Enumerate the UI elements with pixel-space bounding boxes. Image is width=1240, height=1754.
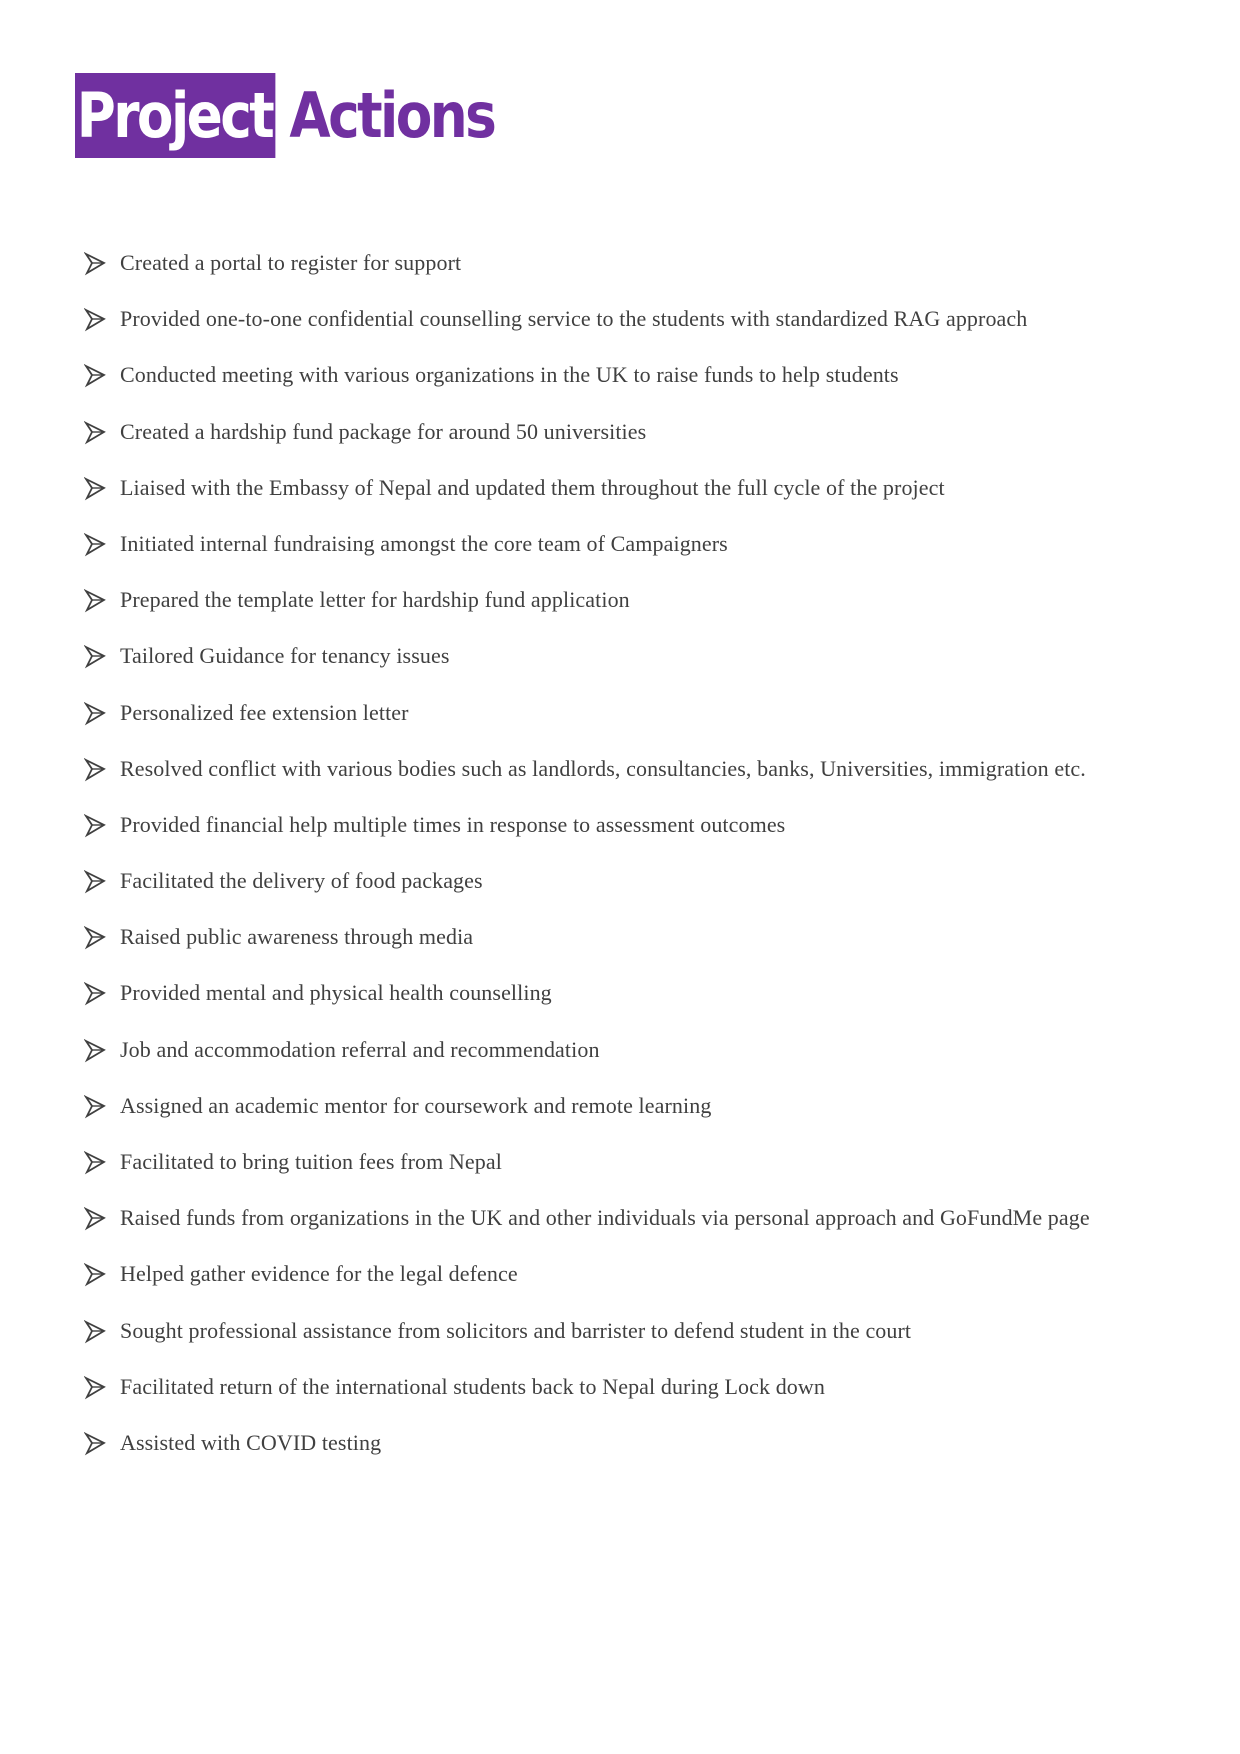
title-highlight: Project [75, 73, 276, 158]
action-text: Facilitated to bring tuition fees from Nepal [120, 1149, 502, 1174]
action-text: Raised public awareness through media [120, 924, 474, 950]
action-text: Provided mental and physical health counselling [120, 980, 552, 1006]
action-text: Sought professional assistance from solicitors and barrister to defend student in the court [120, 1317, 912, 1343]
arrow-bullet-icon [84, 870, 106, 894]
list-item [84, 1037, 1184, 1093]
action-text: Helped gather evidence for the legal defence [120, 1261, 518, 1287]
arrow-bullet-icon [84, 1095, 106, 1119]
action-text: Liaised with the Embassy of Nepal and updated them throughout the full cycle of the project [120, 474, 945, 500]
list-item [84, 475, 1184, 531]
action-list [84, 250, 1184, 1486]
arrow-bullet-icon [84, 252, 106, 276]
arrow-bullet-icon [84, 645, 106, 669]
arrow-bullet-icon [84, 364, 106, 388]
arrow-bullet-icon [84, 533, 106, 557]
arrow-bullet-icon [84, 1432, 106, 1456]
arrow-bullet-icon [84, 1039, 106, 1063]
arrow-bullet-icon [84, 1207, 106, 1231]
action-text: Job and accommodation referral and recommendation [120, 1036, 600, 1062]
list-item [84, 1149, 1184, 1205]
arrow-bullet-icon [84, 1376, 106, 1400]
action-text: Provided one-to-one confidential counselling service to the students with standardized RAG approach [120, 306, 1028, 332]
action-text: Facilitated return of the international students back to Nepal during Lock down [120, 1373, 825, 1399]
action-text: Prepared the template letter for hardship fund application [120, 587, 630, 613]
arrow-bullet-icon [84, 477, 106, 501]
list-item [84, 700, 1184, 756]
list-item [84, 587, 1184, 643]
list-item [84, 1261, 1184, 1317]
action-text: Assisted with COVID testing [120, 1429, 382, 1455]
list-item [84, 250, 1184, 306]
action-text: Initiated internal fundraising amongst the core team of Campaigners [120, 530, 728, 556]
page-title [75, 73, 494, 158]
list-item [84, 531, 1184, 587]
arrow-bullet-icon [84, 1263, 106, 1287]
action-text: Personalized fee extension letter [120, 699, 409, 725]
action-text: Provided financial help multiple times in response to assessment outcomes [120, 811, 786, 837]
action-text: Raised funds from organizations in the UK and other individuals via personal approach and GoFundMe page [120, 1205, 1090, 1231]
title-rest: Actions [289, 79, 495, 152]
list-item [84, 643, 1184, 699]
arrow-bullet-icon [84, 814, 106, 838]
arrow-bullet-icon [84, 589, 106, 613]
arrow-bullet-icon [84, 1320, 106, 1344]
list-item [84, 1374, 1184, 1430]
list-item [84, 419, 1184, 475]
list-item [84, 1205, 1184, 1261]
action-text: Facilitated the delivery of food packages [120, 868, 483, 894]
list-item [84, 1318, 1184, 1374]
action-text: Conducted meeting with various organizations in the UK to raise funds to help students [120, 362, 899, 388]
action-text: Created a hardship fund package for around 50 universities [120, 418, 647, 444]
list-item [84, 756, 1184, 812]
action-text: Created a portal to register for support [120, 250, 462, 275]
list-item [84, 1093, 1184, 1149]
action-text: Resolved conflict with various bodies such as landlords, consultancies, banks, Universities, immigration etc. [120, 755, 1086, 781]
action-text: Tailored Guidance for tenancy issues [120, 643, 450, 669]
list-item [84, 362, 1184, 418]
list-item [84, 924, 1184, 980]
arrow-bullet-icon [84, 421, 106, 445]
list-item [84, 1430, 1184, 1486]
list-item [84, 980, 1184, 1036]
arrow-bullet-icon [84, 308, 106, 332]
arrow-bullet-icon [84, 982, 106, 1006]
arrow-bullet-icon [84, 702, 106, 726]
arrow-bullet-icon [84, 926, 106, 950]
action-text: Assigned an academic mentor for coursework and remote learning [120, 1092, 712, 1118]
list-item [84, 306, 1184, 362]
arrow-bullet-icon [84, 1151, 106, 1175]
list-item [84, 868, 1184, 924]
list-item [84, 812, 1184, 868]
arrow-bullet-icon [84, 758, 106, 782]
